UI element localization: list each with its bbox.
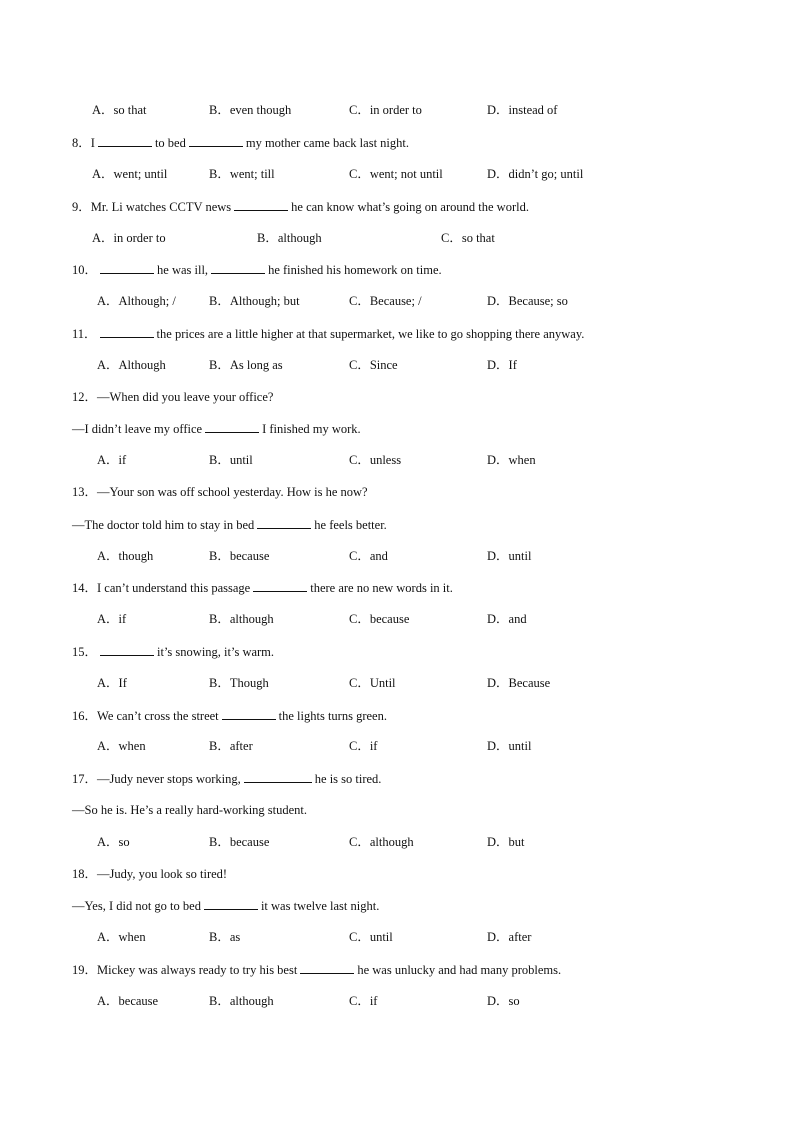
q11-option-b: B．As long as (209, 358, 283, 372)
q11-stem (72, 325, 584, 342)
q15-text-post: it’s snowing, it’s warm. (157, 645, 275, 659)
q17-text-post: he is so tired. (314, 772, 382, 786)
q16-option-c: C．if (349, 739, 378, 753)
q11-blank (100, 325, 154, 338)
q15-option-d: D．Because (487, 676, 551, 690)
q13-number: 13． (72, 485, 98, 499)
q18-option-d: D．after (487, 930, 532, 944)
q7-option-b: B．even though (209, 103, 292, 117)
q8-blank-1 (98, 134, 152, 147)
q19-option-a: A．because (97, 994, 159, 1008)
q11-option-d: D．If (487, 358, 517, 372)
q7-option-a: A．so that (92, 103, 147, 117)
q8-text-post: my mother came back last night. (245, 136, 409, 150)
q8-option-b: B．went; till (209, 167, 275, 181)
q13-stem (72, 484, 368, 500)
q13-blank (257, 516, 311, 529)
q10-option-d: D．Because; so (487, 294, 568, 308)
q18-blank (204, 897, 258, 910)
q13-text-post: he feels better. (314, 518, 387, 532)
q12-option-d: D．when (487, 453, 536, 467)
q15-stem (72, 643, 274, 660)
q9-text-post: he can know what’s going on around the world. (291, 200, 529, 214)
q11-number: 11． (72, 327, 97, 341)
q12-option-c: C．unless (349, 453, 402, 467)
q7-option-c: C．in order to (349, 103, 422, 117)
q17-option-a: A．so (97, 835, 130, 849)
q14-option-d: D．and (487, 612, 527, 626)
q9-option-b: B．although (257, 231, 322, 245)
q13-line-1: —Your son was off school yesterday. How is he now? (97, 485, 368, 499)
q19-text-pre: Mickey was always ready to try his best (97, 963, 298, 977)
q16-option-b: B．after (209, 739, 253, 753)
q9-blank (234, 198, 288, 211)
q16-number: 16． (72, 709, 98, 723)
q13-text-pre: —The doctor told him to stay in bed (72, 518, 255, 532)
q9-stem (72, 198, 529, 215)
q17-blank (244, 770, 312, 783)
q12-stem-2 (72, 420, 361, 437)
q17-line-2: —So he is. He’s a really hard-working student. (72, 803, 308, 817)
q10-text-post: he finished his homework on time. (268, 263, 442, 277)
q18-option-a: A．when (97, 930, 146, 944)
q15-option-b: B．Though (209, 676, 269, 690)
q14-blank (253, 579, 307, 592)
q11-option-a: A．Although (97, 358, 166, 372)
q15-blank (100, 643, 154, 656)
q19-text-post: he was unlucky and had many problems. (357, 963, 562, 977)
q12-number: 12． (72, 390, 98, 404)
q16-text-post: the lights turns green. (278, 709, 387, 723)
q17-option-b: B．because (209, 835, 270, 849)
q10-option-c: C．Because; / (349, 294, 422, 308)
q18-stem (72, 866, 227, 882)
q19-option-b: B．although (209, 994, 274, 1008)
q16-text-pre: We can’t cross the street (97, 709, 219, 723)
q9-text-pre: Mr. Li watches CCTV news (90, 200, 232, 214)
q12-option-b: B．until (209, 453, 253, 467)
q17-option-d: D．but (487, 835, 525, 849)
q10-stem (72, 261, 442, 278)
q17-stem-2 (72, 802, 307, 818)
q16-option-a: A．when (97, 739, 146, 753)
q8-text-pre: I (90, 136, 95, 150)
q18-number: 18． (72, 867, 98, 881)
q14-text-post: there are no new words in it. (310, 581, 453, 595)
q19-number: 19． (72, 963, 98, 977)
q12-option-a: A．if (97, 453, 127, 467)
q8-option-d: D．didn’t go; until (487, 167, 584, 181)
q13-option-c: C．and (349, 549, 388, 563)
q19-stem (72, 961, 561, 978)
q12-text-post: I finished my work. (262, 422, 361, 436)
q15-option-a: A．If (97, 676, 127, 690)
q18-option-b: B．as (209, 930, 241, 944)
q8-stem (72, 134, 409, 151)
q14-option-b: B．although (209, 612, 274, 626)
q11-option-c: C．Since (349, 358, 398, 372)
q10-blank-1 (100, 261, 154, 274)
q13-option-a: A．though (97, 549, 154, 563)
q17-text-pre: —Judy never stops working, (97, 772, 241, 786)
q14-stem (72, 579, 453, 596)
q13-stem-2 (72, 516, 387, 533)
q12-blank (205, 420, 259, 433)
q13-option-d: D．until (487, 549, 532, 563)
q17-number: 17． (72, 772, 98, 786)
q10-text-mid: he was ill, (157, 263, 209, 277)
q12-line-1: —When did you leave your office? (97, 390, 274, 404)
q10-number: 10． (72, 263, 98, 277)
q10-option-a: A．Although; / (97, 294, 176, 308)
q13-option-b: B．because (209, 549, 270, 563)
q14-number: 14． (72, 581, 98, 595)
q18-text-post: it was twelve last night. (260, 899, 380, 913)
q7-option-d: D．instead of (487, 103, 558, 117)
q8-option-c: C．went; not until (349, 167, 443, 181)
q9-option-c: C．so that (441, 231, 495, 245)
q12-text-pre: —I didn’t leave my office (72, 422, 203, 436)
q17-option-c: C．although (349, 835, 414, 849)
q9-number: 9． (72, 200, 91, 214)
q12-stem (72, 389, 273, 405)
q17-stem (72, 770, 381, 787)
q8-number: 8． (72, 136, 91, 150)
q16-option-d: D．until (487, 739, 532, 753)
q14-text-pre: I can’t understand this passage (97, 581, 251, 595)
q8-text-mid: to bed (154, 136, 186, 150)
q16-stem (72, 707, 387, 724)
q18-line-1: —Judy, you look so tired! (97, 867, 228, 881)
q18-text-pre: —Yes, I did not go to bed (72, 899, 201, 913)
q18-stem-2 (72, 897, 379, 914)
q14-option-c: C．because (349, 612, 410, 626)
q10-option-b: B．Although; but (209, 294, 300, 308)
q8-blank-2 (189, 134, 243, 147)
q19-option-c: C．if (349, 994, 378, 1008)
q8-option-a: A．went; until (92, 167, 168, 181)
q15-number: 15． (72, 645, 98, 659)
q10-blank-2 (211, 261, 265, 274)
q16-blank (222, 707, 276, 720)
q18-option-c: C．until (349, 930, 393, 944)
q14-option-a: A．if (97, 612, 127, 626)
q9-option-a: A．in order to (92, 231, 166, 245)
q11-text-post: the prices are a little higher at that supermarket, we like to go shopping there anyway. (156, 327, 585, 341)
q15-option-c: C．Until (349, 676, 396, 690)
q19-blank (300, 961, 354, 974)
q19-option-d: D．so (487, 994, 520, 1008)
